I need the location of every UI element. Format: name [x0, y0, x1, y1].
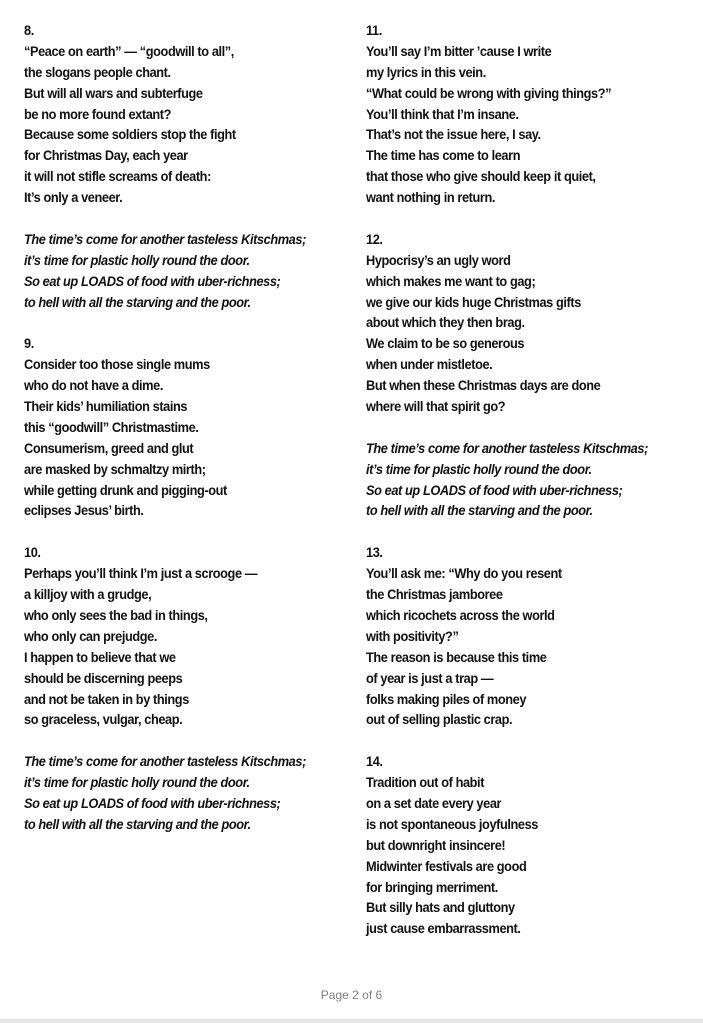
poem-line: Hypocrisy’s an ugly word: [366, 252, 511, 269]
poem-line: But silly hats and gluttony: [366, 900, 515, 917]
poem-line: [366, 209, 663, 230]
left-column: [24, 21, 354, 836]
poem-line: [24, 313, 321, 334]
poem-line: 13.: [366, 545, 383, 562]
poem-line: folks making piles of money: [366, 691, 527, 708]
poem-line: The time’s come for another tasteless Kitschmas;: [24, 754, 306, 771]
poem-line: who only can prejudge.: [24, 628, 157, 645]
poem-line: so graceless, vulgar, cheap.: [24, 712, 183, 729]
poem-line: 9.: [24, 336, 34, 353]
poem-line: 12.: [366, 231, 383, 248]
poem-line: the slogans people chant.: [24, 64, 171, 81]
poem-line: who only sees the bad in things,: [24, 607, 208, 624]
poem-line: It’s only a veneer.: [24, 190, 123, 207]
poem-line: [24, 209, 321, 230]
poem-line: The time’s come for another tasteless Kitschmas;: [24, 231, 306, 248]
poem-line: 11.: [366, 23, 382, 39]
poem-line: the Christmas jamboree: [366, 587, 503, 604]
poem-line: The time has come to learn: [366, 148, 521, 165]
poem-line: 8.: [24, 23, 34, 39]
poem-line: which ricochets across the world: [366, 607, 555, 624]
poem-line: who do not have a dime.: [24, 378, 163, 395]
poem-line: it’s time for plastic holly round the door.: [24, 775, 250, 792]
poem-line: [24, 731, 321, 752]
poem-line: “What could be wrong with giving things?”: [366, 85, 612, 102]
poem-line: it will not stifle screams of death:: [24, 169, 211, 186]
poem-line: But will all wars and subterfuge: [24, 85, 203, 102]
poem-line: eclipses Jesus’ birth.: [24, 503, 144, 520]
page-number: Page 2 of 6: [320, 988, 383, 1002]
poem-line: but downright insincere!: [366, 837, 506, 854]
poem-line: Tradition out of habit: [366, 775, 485, 792]
poem-line: it’s time for plastic holly round the door.: [24, 252, 250, 269]
poem-line: of year is just a trap —: [366, 670, 494, 687]
poem-line: 14.: [366, 754, 383, 771]
poem-line: out of selling plastic crap.: [366, 712, 513, 729]
right-column: [366, 21, 696, 940]
poem-line: Consumerism, greed and glut: [24, 440, 194, 457]
poem-line: my lyrics in this vein.: [366, 64, 486, 81]
poem-line: But when these Christmas days are done: [366, 378, 601, 395]
poem-line: You’ll ask me: “Why do you resent: [366, 566, 562, 583]
poem-line: for Christmas Day, each year: [24, 148, 188, 165]
poem-line: I happen to believe that we: [24, 649, 176, 666]
poem-line: “Peace on earth” — “goodwill to all”,: [24, 43, 234, 60]
poem-line: is not spontaneous joyfulness: [366, 816, 539, 833]
poem-line: You’ll say I’m bitter ’cause I write: [366, 43, 552, 60]
poem-line: when under mistletoe.: [366, 357, 493, 374]
poem-line: and not be taken in by things: [24, 691, 189, 708]
poem-line: Their kids’ humiliation stains: [24, 399, 188, 416]
poem-line: 10.: [24, 545, 41, 562]
poem-line: just cause embarrassment.: [366, 921, 521, 938]
poem-line: Because some soldiers stop the fight: [24, 127, 236, 144]
poem-line: to hell with all the starving and the poor.: [366, 503, 593, 520]
poem-line: should be discerning peeps: [24, 670, 183, 687]
poem-line: Perhaps you’ll think I’m just a scrooge —: [24, 566, 258, 583]
poem-line: we give our kids huge Christmas gifts: [366, 294, 581, 311]
poem-line: to hell with all the starving and the poor.: [24, 816, 251, 833]
poem-line: on a set date every year: [366, 795, 502, 812]
poem-line: Consider too those single mums: [24, 357, 210, 374]
poem-line: be no more found extant?: [24, 106, 172, 123]
poem-line: That’s not the issue here, I say.: [366, 127, 541, 144]
page-bottom-edge: [0, 1019, 703, 1023]
poem-line: We claim to be so generous: [366, 336, 525, 353]
poem-line: [24, 522, 321, 543]
poem-line: this “goodwill” Christmastime.: [24, 419, 199, 436]
poem-line: that those who give should keep it quiet,: [366, 169, 596, 186]
poem-line: Midwinter festivals are good: [366, 858, 527, 875]
poem-line: a killjoy with a grudge,: [24, 587, 152, 604]
poem-line: [366, 418, 663, 439]
poem-line: where will that spirit go?: [366, 399, 506, 416]
poem-line: So eat up LOADS of food with uber-richness;: [366, 482, 623, 499]
poem-line: want nothing in return.: [366, 190, 496, 207]
poem-line: [366, 731, 663, 752]
poem-line: to hell with all the starving and the poor.: [24, 294, 251, 311]
poem-line: it’s time for plastic holly round the door.: [366, 461, 592, 478]
poem-line: while getting drunk and pigging-out: [24, 482, 227, 499]
poem-line: So eat up LOADS of food with uber-richness;: [24, 273, 281, 290]
poem-line: So eat up LOADS of food with uber-richness;: [24, 795, 281, 812]
poem-line: You’ll think that I’m insane.: [366, 106, 519, 123]
poem-line: which makes me want to gag;: [366, 273, 536, 290]
poem-line: for bringing merriment.: [366, 879, 498, 896]
poem-line: are masked by schmaltzy mirth;: [24, 461, 206, 478]
poem-line: with positivity?”: [366, 628, 459, 645]
poem-line: [366, 522, 663, 543]
poem-line: The reason is because this time: [366, 649, 547, 666]
poem-line: about which they then brag.: [366, 315, 525, 332]
poem-line: The time’s come for another tasteless Kitschmas;: [366, 440, 648, 457]
